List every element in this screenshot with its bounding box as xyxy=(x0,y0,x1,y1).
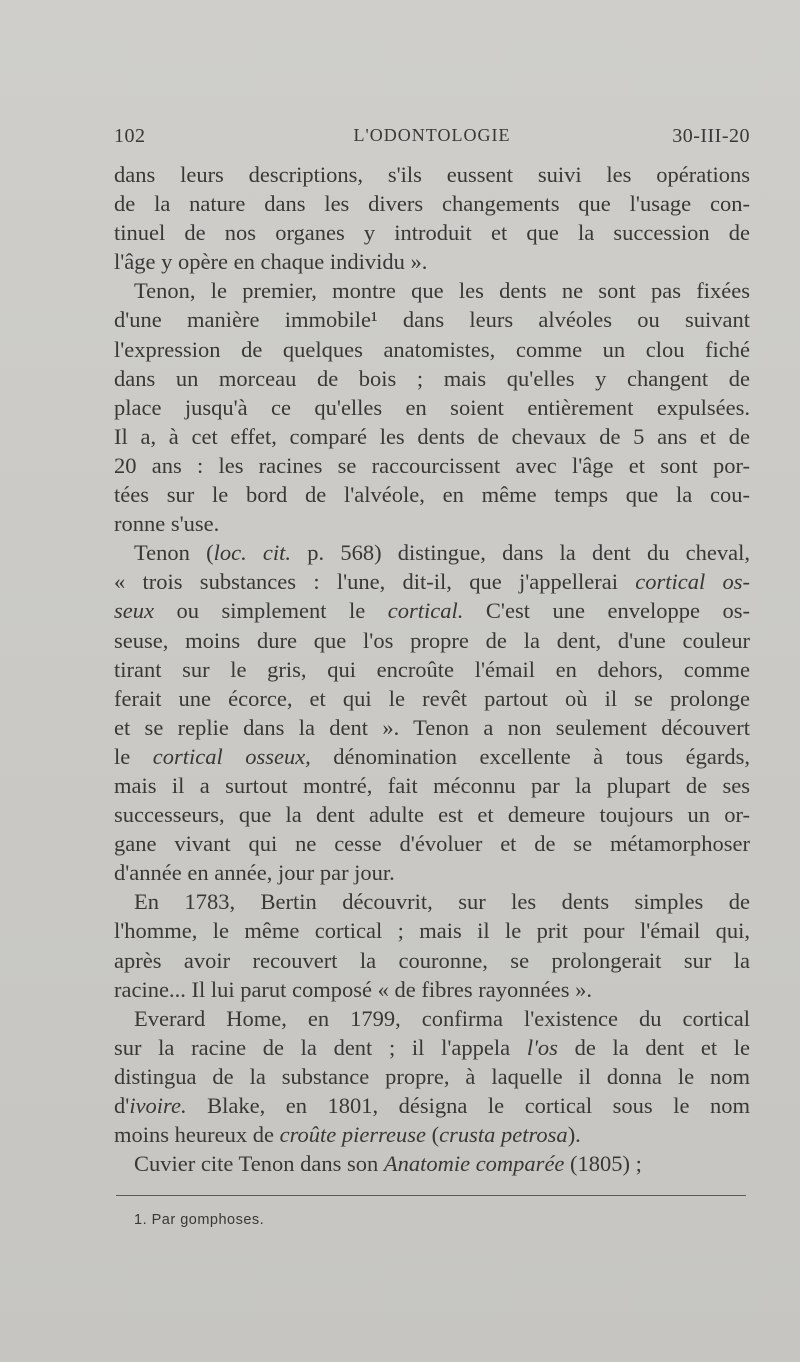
text-fragment: ou simplement le xyxy=(153,598,388,624)
text-line: l'expression de quelques anatomistes, comme un clou fiché xyxy=(114,336,750,362)
text-line: d'année en année, jour par jour. xyxy=(114,860,395,886)
text-line: place jusqu'à ce qu'elles en soient entièrement expulsées. xyxy=(114,394,750,420)
italic-fragment: Anatomie comparée xyxy=(383,1151,565,1177)
italic-fragment: seux xyxy=(114,598,154,624)
text-line xyxy=(114,742,750,771)
italic-fragment: ivoire. xyxy=(129,1093,187,1118)
text-line: Everard Home, en 1799, confirma l'existence du cortical xyxy=(134,1005,750,1031)
text-line: et se replie dans la dent ». Tenon a non seulement découvert xyxy=(114,714,750,740)
text-line: Il a, à cet effet, comparé les dents de chevaux de 5 ans et de xyxy=(114,423,750,449)
text-fragment: Cuvier cite Tenon dans son xyxy=(134,1151,384,1177)
text-line xyxy=(114,1120,750,1149)
text-fragment: p. 568) distingue, dans la dent du cheval, xyxy=(291,540,750,566)
text-line: tinuel de nos organes y introduit et que la succession de xyxy=(114,220,750,246)
journal-title: L'ODONTOLOGIE xyxy=(353,125,511,145)
text-line: après avoir recouvert la couronne, se prolongerait sur la xyxy=(114,947,750,973)
italic-fragment: croûte pierreuse xyxy=(279,1122,427,1148)
text-line: tées sur le bord de l'alvéole, en même temps que la cou- xyxy=(114,482,750,508)
text-line: racine... Il lui parut composé « de fibres rayonnées ». xyxy=(114,976,592,1002)
text-line: de la nature dans les divers changements que l'usage con- xyxy=(114,191,750,217)
italic-fragment: l'os xyxy=(526,1034,558,1060)
text-line xyxy=(114,1091,750,1120)
text-fragment: C'est une enveloppe os- xyxy=(463,598,750,624)
text-line: l'âge y opère en chaque individu ». xyxy=(114,249,428,275)
text-line xyxy=(114,1033,750,1062)
italic-fragment: cortical osseux, xyxy=(152,743,311,769)
text-line: ferait une écorce, et qui le revêt partout où il se prolonge xyxy=(114,685,750,711)
text-line: dans un morceau de bois ; mais qu'elles y changent de xyxy=(114,365,750,391)
text-line: En 1783, Bertin découvrit, sur les dents simples de xyxy=(134,889,750,915)
running-header xyxy=(114,125,750,151)
page-number: 102 xyxy=(114,125,146,147)
text-line xyxy=(114,538,750,567)
text-line: gane vivant qui ne cesse d'évoluer et de se métamorphoser xyxy=(114,831,750,857)
italic-fragment: crusta petrosa xyxy=(439,1122,568,1148)
text-line: l'homme, le même cortical ; mais il le prit pour l'émail qui, xyxy=(114,918,750,944)
text-line: tirant sur le gris, qui encroûte l'émail en dehors, comme xyxy=(114,656,750,682)
italic-fragment: cortical. xyxy=(387,598,464,624)
text-line: 20 ans : les racines se raccourcissent avec l'âge et sont por- xyxy=(114,452,750,478)
text-line: seuse, moins dure que l'os propre de la dent, d'une couleur xyxy=(114,627,750,653)
footnote: 1. Par gomphoses. xyxy=(134,1212,265,1228)
text-line: ronne s'use. xyxy=(114,511,220,537)
text-fragment: d' xyxy=(114,1093,130,1118)
footnote-divider xyxy=(116,1195,746,1196)
text-fragment: moins heureux de xyxy=(114,1122,280,1148)
text-line: d'une manière immobile¹ dans leurs alvéoles ou suivant xyxy=(114,307,750,333)
italic-fragment: cortical os- xyxy=(635,569,750,595)
text-fragment: Tenon ( xyxy=(134,540,214,566)
text-line: Tenon, le premier, montre que les dents ne sont pas fixées xyxy=(134,278,750,304)
body-text xyxy=(114,160,750,1178)
text-fragment: ( xyxy=(426,1122,440,1148)
text-line xyxy=(114,596,750,625)
text-line xyxy=(114,567,750,596)
text-fragment: ). xyxy=(567,1122,581,1148)
text-fragment: Blake, en 1801, désigna le cortical sous le nom xyxy=(186,1093,750,1118)
text-line: successeurs, que la dent adulte est et demeure toujours un or- xyxy=(114,802,750,828)
text-line xyxy=(114,1149,750,1178)
text-line: dans leurs descriptions, s'ils eussent suivi les opérations xyxy=(114,162,750,187)
text-line: mais il a surtout montré, fait méconnu par la plupart de ses xyxy=(114,772,750,798)
issue-date: 30-III-20 xyxy=(672,125,750,147)
italic-fragment: loc. cit. xyxy=(213,540,292,566)
text-line: distingua de la substance propre, à laquelle il donna le nom xyxy=(114,1063,750,1089)
text-fragment: dénomination excellente à tous égards, xyxy=(310,743,750,769)
text-fragment: « trois substances : l'une, dit-il, que j'appellerai xyxy=(114,569,636,595)
text-fragment: le xyxy=(114,743,153,769)
text-fragment: de la dent et le xyxy=(557,1034,750,1060)
text-fragment: (1805) ; xyxy=(564,1151,642,1177)
text-fragment: sur la racine de la dent ; il l'appela xyxy=(114,1034,527,1060)
